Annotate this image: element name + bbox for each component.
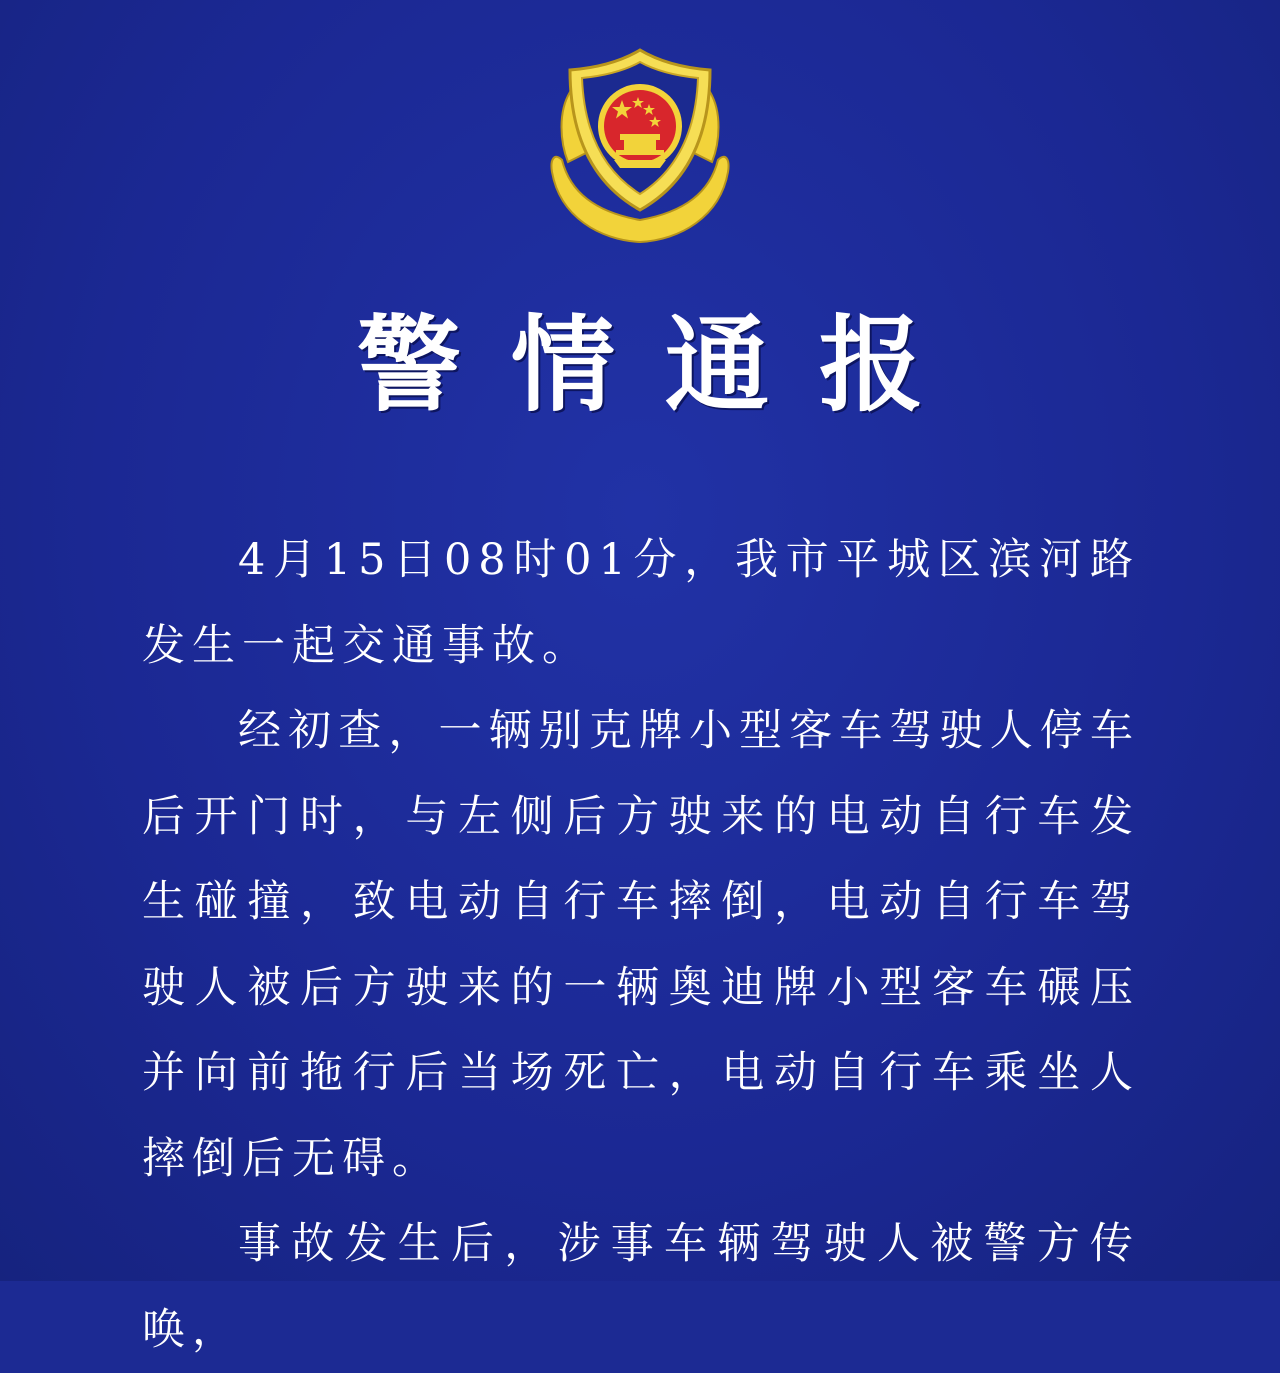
notice-paragraph: 4月15日08时01分，我市平城区滨河路发生一起交通事故。 <box>142 535 1140 671</box>
page-title: 警情通报 <box>356 303 973 426</box>
notice-paragraph: 事故发生后，涉事车辆驾驶人被警方传唤， <box>142 1219 1140 1355</box>
notice-paragraph: 经初查，一辆别克牌小型客车驾驶人停车后开门时，与左侧后方驶来的电动自行车发生碰撞，致电动自行车摔倒，电动自行车驾驶人被后方驶来的一辆奥迪牌小型客车碾压并向前拖行后当场死亡，电动自行车乘坐人摔倒后无碍。 <box>142 706 1140 1184</box>
notice-body <box>142 518 1140 1373</box>
police-emblem-icon <box>540 42 740 247</box>
